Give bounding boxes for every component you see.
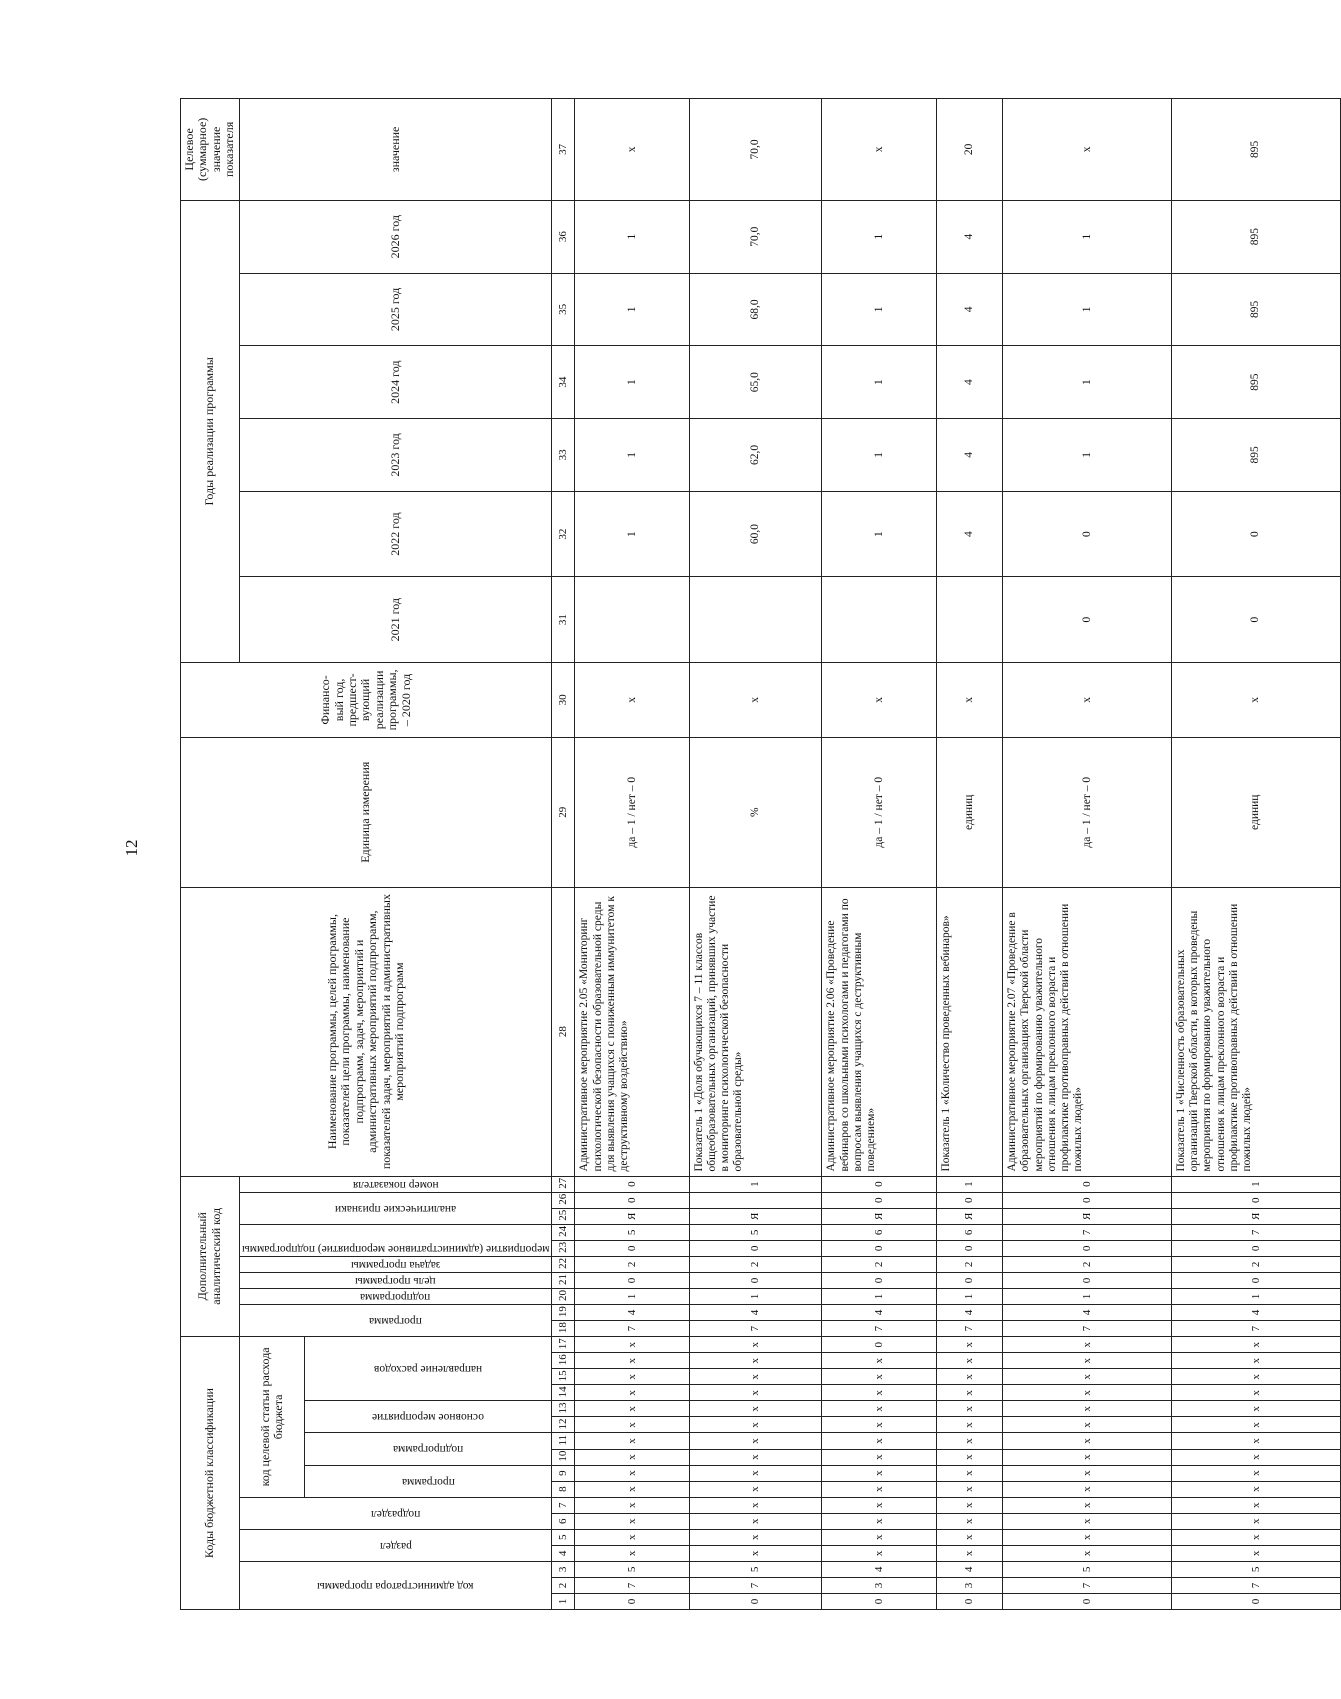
- code-cell: х: [1003, 1353, 1172, 1369]
- code-cell: 0: [822, 1337, 937, 1353]
- code-cell: х: [689, 1513, 822, 1529]
- program-x-header: программа: [369, 1315, 422, 1327]
- column-index-row: [552, 99, 575, 1610]
- code-cell: х: [689, 1369, 822, 1385]
- column-index-cell: 1: [552, 1593, 575, 1609]
- code-cell: Я: [822, 1208, 937, 1224]
- row-y2026-cell: 1: [1003, 200, 1172, 273]
- row-y2026-cell: 1: [575, 200, 690, 273]
- code-cell: 7: [936, 1321, 1002, 1337]
- row-fin-cell: х: [1171, 662, 1340, 737]
- code-cell: 4: [936, 1561, 1002, 1577]
- code-cell: х: [1003, 1449, 1172, 1465]
- code-cell: 0: [1171, 1192, 1340, 1208]
- code-cell: х: [575, 1449, 690, 1465]
- code-cell: х: [575, 1481, 690, 1497]
- row-unit-cell: да – 1 / нет – 0: [575, 737, 690, 887]
- code-cell: 7: [689, 1321, 822, 1337]
- code-cell: 0: [1171, 1593, 1340, 1609]
- code-cell: 3: [822, 1577, 937, 1593]
- code-cell: х: [689, 1353, 822, 1369]
- row-target-cell: х: [822, 99, 937, 201]
- column-index-cell: 28: [552, 887, 575, 1176]
- code-cell: 5: [689, 1224, 822, 1240]
- column-index-cell: 33: [552, 419, 575, 492]
- row-unit-cell: %: [689, 737, 822, 887]
- row-target-cell: 70,0: [689, 99, 822, 201]
- code-cell: х: [1003, 1529, 1172, 1545]
- code-cell: 1: [689, 1288, 822, 1304]
- row-y2025-cell: 895: [1171, 273, 1340, 346]
- code-cell: х: [822, 1481, 937, 1497]
- code-cell: х: [1003, 1513, 1172, 1529]
- code-cell: х: [936, 1465, 1002, 1481]
- row-y2026-cell: 4: [936, 200, 1002, 273]
- row-unit-cell: единиц: [936, 737, 1002, 887]
- code-cell: х: [936, 1449, 1002, 1465]
- row-name-cell: Административное мероприятие 2.05 «Мониторинг психологической безопасности образовательной среды для выявления учащихся с пониженным иммунитетом к деструктивному воздействию»: [575, 887, 690, 1176]
- row-y2026-cell: 895: [1171, 200, 1340, 273]
- row-name-cell: Административное мероприятие 2.07 «Проведение в образовательных организациях Тверской области мероприятий по формированию уважительного отношения к лицам преклонного возраста и профилактике противоправных действий в отношении пожилых людей»: [1003, 887, 1172, 1176]
- code-cell: 2: [822, 1256, 937, 1272]
- code-cell: Я: [1003, 1208, 1172, 1224]
- code-cell: 0: [822, 1272, 937, 1288]
- code-cell: 0: [822, 1176, 937, 1192]
- row-target-cell: х: [1003, 99, 1172, 201]
- code-cell: 0: [1003, 1240, 1172, 1256]
- row-y2026-cell: 70,0: [689, 200, 822, 273]
- row-y2022-cell: 1: [822, 491, 937, 577]
- y2024-header: 2024 год: [239, 346, 552, 419]
- code-cell: 6: [936, 1224, 1002, 1240]
- code-cell: 4: [822, 1561, 937, 1577]
- code-cell: х: [936, 1385, 1002, 1401]
- row-y2022-cell: 4: [936, 491, 1002, 577]
- code-cell: х: [936, 1481, 1002, 1497]
- row-y2023-cell: 1: [1003, 419, 1172, 492]
- code-cell: х: [822, 1433, 937, 1449]
- code-cell: 3: [936, 1577, 1002, 1593]
- code-cell: х: [1003, 1337, 1172, 1353]
- code-cell: х: [1171, 1369, 1340, 1385]
- row-y2022-cell: 60,0: [689, 491, 822, 577]
- row-fin-cell: х: [689, 662, 822, 737]
- row-name-cell: Показатель 1 «Доля обучающихся 7 – 11 классов общеобразовательных организаций, принявших участие в мониторинге психологической безопасности образовательной среды»: [689, 887, 822, 1176]
- code-cell: х: [575, 1433, 690, 1449]
- code-cell: х: [575, 1513, 690, 1529]
- code-cell: х: [575, 1497, 690, 1513]
- code-cell: х: [1003, 1369, 1172, 1385]
- row-y2023-cell: 895: [1171, 419, 1340, 492]
- row-target-cell: 20: [936, 99, 1002, 201]
- target-item-header: код целевой статьи расхода бюджета: [239, 1337, 305, 1498]
- target-header: Целевое (суммарное) значение показателя: [181, 99, 240, 201]
- code-cell: х: [689, 1449, 822, 1465]
- code-cell: 0: [1003, 1192, 1172, 1208]
- code-cell: х: [936, 1337, 1002, 1353]
- column-index-cell: 17: [552, 1337, 575, 1353]
- code-cell: 4: [1171, 1305, 1340, 1321]
- code-cell: 5: [575, 1224, 690, 1240]
- code-cell: х: [1171, 1449, 1340, 1465]
- column-index-cell: 20: [552, 1288, 575, 1304]
- code-cell: 7: [1003, 1224, 1172, 1240]
- main-event-header: основное мероприятие: [372, 1411, 485, 1424]
- table-row: [936, 99, 1002, 1610]
- code-cell: х: [1171, 1337, 1340, 1353]
- column-index-cell: 31: [552, 577, 575, 663]
- code-cell: 0: [936, 1272, 1002, 1288]
- code-cell: 1: [1171, 1176, 1340, 1192]
- code-cell: х: [575, 1529, 690, 1545]
- program-header: программа: [401, 1475, 455, 1488]
- code-cell: 0: [936, 1593, 1002, 1609]
- code-cell: 0: [1171, 1240, 1340, 1256]
- code-cell: 7: [1003, 1577, 1172, 1593]
- column-index-cell: 15: [552, 1369, 575, 1385]
- code-cell: х: [822, 1513, 937, 1529]
- column-index-cell: 4: [552, 1545, 575, 1561]
- code-cell: х: [936, 1545, 1002, 1561]
- row-name-cell: Показатель 1 «Количество проведенных вебинаров»: [936, 887, 1002, 1176]
- code-cell: х: [575, 1337, 690, 1353]
- code-cell: х: [575, 1545, 690, 1561]
- row-target-cell: х: [575, 99, 690, 201]
- code-cell: х: [575, 1369, 690, 1385]
- row-y2025-cell: 1: [1003, 273, 1172, 346]
- code-cell: х: [822, 1529, 937, 1545]
- row-y2022-cell: 0: [1171, 491, 1340, 577]
- code-cell: х: [689, 1337, 822, 1353]
- row-y2025-cell: 1: [822, 273, 937, 346]
- code-cell: х: [822, 1497, 937, 1513]
- row-y2025-cell: 1: [575, 273, 690, 346]
- row-unit-cell: да – 1 / нет – 0: [822, 737, 937, 887]
- row-fin-cell: х: [1003, 662, 1172, 737]
- code-cell: х: [936, 1369, 1002, 1385]
- code-cell: 1: [1003, 1288, 1172, 1304]
- code-cell: х: [689, 1529, 822, 1545]
- code-cell: х: [689, 1385, 822, 1401]
- code-cell: х: [1171, 1545, 1340, 1561]
- code-cell: 0: [822, 1593, 937, 1609]
- table-row: [1171, 99, 1340, 1610]
- row-y2024-cell: 4: [936, 346, 1002, 419]
- row-y2023-cell: 1: [822, 419, 937, 492]
- rotated-page: [180, 98, 1262, 1610]
- row-fin-cell: х: [575, 662, 690, 737]
- code-cell: х: [1003, 1401, 1172, 1417]
- code-cell: х: [936, 1353, 1002, 1369]
- code-cell: х: [1003, 1433, 1172, 1449]
- row-y2023-cell: 62,0: [689, 419, 822, 492]
- code-cell: х: [822, 1369, 937, 1385]
- code-cell: Я: [689, 1208, 822, 1224]
- row-fin-cell: х: [936, 662, 1002, 737]
- budget-table: [180, 98, 1341, 1610]
- code-cell: х: [1171, 1417, 1340, 1433]
- column-index-cell: 32: [552, 491, 575, 577]
- row-y2025-cell: 4: [936, 273, 1002, 346]
- expense-direction-header: направление расходов: [374, 1363, 483, 1376]
- code-cell: 0: [1171, 1272, 1340, 1288]
- code-cell: 4: [575, 1305, 690, 1321]
- code-cell: 0: [1003, 1593, 1172, 1609]
- code-cell: х: [689, 1401, 822, 1417]
- y2026-header: 2026 год: [239, 200, 552, 273]
- code-cell: х: [575, 1465, 690, 1481]
- column-index-cell: 36: [552, 200, 575, 273]
- unit-header: Единица измерения: [181, 737, 552, 887]
- code-cell: х: [575, 1353, 690, 1369]
- y2025-header: 2025 год: [239, 273, 552, 346]
- target-value-header: значение: [239, 99, 552, 201]
- code-cell: 4: [936, 1305, 1002, 1321]
- column-index-cell: 29: [552, 737, 575, 887]
- column-index-cell: 11: [552, 1433, 575, 1449]
- code-cell: х: [1171, 1353, 1340, 1369]
- code-cell: х: [1171, 1433, 1340, 1449]
- code-cell: х: [575, 1401, 690, 1417]
- row-y2026-cell: 1: [822, 200, 937, 273]
- column-index-cell: 37: [552, 99, 575, 201]
- code-cell: х: [1003, 1545, 1172, 1561]
- code-cell: 0: [936, 1240, 1002, 1256]
- column-index-cell: 23: [552, 1240, 575, 1256]
- code-cell: 0: [575, 1240, 690, 1256]
- column-index-cell: 34: [552, 346, 575, 419]
- section-header: раздел: [379, 1539, 412, 1552]
- row-y2023-cell: 4: [936, 419, 1002, 492]
- column-index-cell: 24: [552, 1224, 575, 1240]
- code-cell: 1: [689, 1176, 822, 1192]
- code-cell: х: [1171, 1465, 1340, 1481]
- extra-code-header: Дополнительный аналитический код: [181, 1176, 240, 1337]
- code-cell: х: [822, 1465, 937, 1481]
- code-cell: 2: [1003, 1256, 1172, 1272]
- code-cell: 0: [575, 1272, 690, 1288]
- column-index-cell: 16: [552, 1353, 575, 1369]
- code-cell: [689, 1192, 822, 1208]
- code-cell: 0: [1003, 1176, 1172, 1192]
- code-cell: х: [689, 1481, 822, 1497]
- code-cell: 7: [689, 1577, 822, 1593]
- y2023-header: 2023 год: [239, 419, 552, 492]
- code-cell: 1: [822, 1288, 937, 1304]
- code-cell: 7: [575, 1577, 690, 1593]
- row-y2025-cell: 68,0: [689, 273, 822, 346]
- code-cell: х: [822, 1401, 937, 1417]
- row-name-cell: Показатель 1 «Численность образовательных организаций Тверской области, в которых проведены мероприятия по формированию уважительного отношения к лицам преклонного возраста и профилактике противоправных действий в отношении пожилых людей»: [1171, 887, 1340, 1176]
- row-y2021-cell: 0: [1171, 577, 1340, 663]
- column-index-cell: 27: [552, 1176, 575, 1192]
- column-index-cell: 9: [552, 1465, 575, 1481]
- code-cell: 0: [575, 1176, 690, 1192]
- column-index-cell: 8: [552, 1481, 575, 1497]
- column-index-cell: 18: [552, 1321, 575, 1337]
- column-index-cell: 2: [552, 1577, 575, 1593]
- column-index-cell: 6: [552, 1513, 575, 1529]
- code-cell: 0: [822, 1192, 937, 1208]
- code-cell: 2: [936, 1256, 1002, 1272]
- code-cell: 0: [575, 1192, 690, 1208]
- code-cell: 0: [1003, 1272, 1172, 1288]
- code-cell: 4: [822, 1305, 937, 1321]
- code-cell: Я: [1171, 1208, 1340, 1224]
- column-index-cell: 30: [552, 662, 575, 737]
- table-row: [1003, 99, 1172, 1610]
- row-y2024-cell: 1: [575, 346, 690, 419]
- code-cell: х: [689, 1417, 822, 1433]
- row-unit-cell: да – 1 / нет – 0: [1003, 737, 1172, 887]
- code-cell: х: [689, 1433, 822, 1449]
- column-index-cell: 35: [552, 273, 575, 346]
- row-y2021-cell: [689, 577, 822, 663]
- code-cell: 7: [1171, 1321, 1340, 1337]
- row-y2021-cell: [936, 577, 1002, 663]
- code-cell: 7: [1171, 1577, 1340, 1593]
- code-cell: х: [1003, 1481, 1172, 1497]
- column-index-cell: 14: [552, 1385, 575, 1401]
- row-y2024-cell: 1: [1003, 346, 1172, 419]
- admin-code-header: код администратора программы: [317, 1579, 474, 1592]
- code-cell: 5: [1171, 1561, 1340, 1577]
- column-index-cell: 22: [552, 1256, 575, 1272]
- code-cell: х: [1003, 1385, 1172, 1401]
- code-cell: х: [936, 1529, 1002, 1545]
- code-cell: 2: [1171, 1256, 1340, 1272]
- code-cell: 1: [575, 1288, 690, 1304]
- row-name-cell: Административное мероприятие 2.06 «Проведение вебинаров со школьными психологами и педагогами по вопросам выявления учащихся с деструктивным поведением»: [822, 887, 937, 1176]
- row-y2023-cell: 1: [575, 419, 690, 492]
- code-cell: 4: [689, 1305, 822, 1321]
- code-cell: 0: [936, 1192, 1002, 1208]
- code-cell: х: [1171, 1401, 1340, 1417]
- code-cell: 5: [689, 1561, 822, 1577]
- code-cell: 0: [689, 1593, 822, 1609]
- code-cell: Я: [936, 1208, 1002, 1224]
- name-header: Наименование программы, целей программы, показателей цели программы, наименование подпрограмм, задач, мероприятий и административных мероприятий подпрограмм, показателей задач, мероприятий и административных мероприятий подпрограмм: [181, 887, 552, 1176]
- years-header: Годы реализации программы: [181, 200, 240, 662]
- subsection-header: подраздел: [370, 1507, 421, 1520]
- code-cell: 7: [822, 1321, 937, 1337]
- column-index-cell: 12: [552, 1417, 575, 1433]
- code-cell: 2: [575, 1256, 690, 1272]
- code-cell: х: [936, 1433, 1002, 1449]
- code-cell: х: [1003, 1465, 1172, 1481]
- code-cell: х: [1171, 1481, 1340, 1497]
- code-cell: х: [1171, 1513, 1340, 1529]
- code-cell: х: [936, 1417, 1002, 1433]
- row-y2024-cell: 1: [822, 346, 937, 419]
- code-cell: х: [1171, 1497, 1340, 1513]
- table-body: [575, 99, 1340, 1610]
- code-cell: х: [1003, 1497, 1172, 1513]
- code-cell: 0: [575, 1593, 690, 1609]
- code-cell: х: [575, 1417, 690, 1433]
- code-cell: х: [575, 1385, 690, 1401]
- page-number: 12: [122, 839, 141, 857]
- row-y2022-cell: 0: [1003, 491, 1172, 577]
- code-cell: х: [822, 1353, 937, 1369]
- code-cell: 2: [689, 1256, 822, 1272]
- table-row: [822, 99, 937, 1610]
- code-cell: х: [936, 1401, 1002, 1417]
- subprogram-header: подпрограмма: [393, 1443, 464, 1456]
- budget-codes-header: Коды бюджетной классификации: [181, 1337, 240, 1610]
- code-cell: х: [1003, 1417, 1172, 1433]
- code-cell: 0: [689, 1240, 822, 1256]
- column-index-cell: 19: [552, 1305, 575, 1321]
- code-cell: 1: [1171, 1288, 1340, 1304]
- column-index-cell: 25: [552, 1208, 575, 1224]
- y2021-header: 2021 год: [239, 577, 552, 663]
- analytic-header: аналитические признаки: [334, 1202, 457, 1215]
- code-cell: х: [689, 1545, 822, 1561]
- column-index-cell: 13: [552, 1401, 575, 1417]
- code-cell: 1: [936, 1288, 1002, 1304]
- fin-year-header: Финансо-вый год, предшест-вующий реализации программы, – 2020 год: [181, 662, 552, 737]
- code-cell: 0: [689, 1272, 822, 1288]
- code-cell: х: [1171, 1529, 1340, 1545]
- column-index-cell: 21: [552, 1272, 575, 1288]
- column-index-cell: 3: [552, 1561, 575, 1577]
- row-unit-cell: единиц: [1171, 737, 1340, 887]
- code-cell: х: [936, 1513, 1002, 1529]
- row-y2024-cell: 895: [1171, 346, 1340, 419]
- code-cell: х: [689, 1497, 822, 1513]
- table-row: [575, 99, 690, 1610]
- code-cell: 6: [822, 1224, 937, 1240]
- table-row: [689, 99, 822, 1610]
- goal-header: цель программы: [355, 1274, 436, 1287]
- row-fin-cell: х: [822, 662, 937, 737]
- code-cell: 7: [575, 1321, 690, 1337]
- column-index-cell: 26: [552, 1192, 575, 1208]
- column-index-cell: 7: [552, 1497, 575, 1513]
- indicator-no-header: номер показателя: [352, 1178, 439, 1191]
- code-cell: х: [822, 1385, 937, 1401]
- code-cell: 1: [936, 1176, 1002, 1192]
- code-cell: х: [822, 1417, 937, 1433]
- code-cell: х: [1171, 1385, 1340, 1401]
- column-index-cell: 5: [552, 1529, 575, 1545]
- code-cell: х: [822, 1449, 937, 1465]
- event-admin-header: мероприятие (административное мероприятие) подпрограммы: [241, 1243, 550, 1256]
- row-y2021-cell: [822, 577, 937, 663]
- code-cell: х: [822, 1545, 937, 1561]
- row-y2024-cell: 65,0: [689, 346, 822, 419]
- code-cell: х: [689, 1465, 822, 1481]
- code-cell: х: [936, 1497, 1002, 1513]
- subprogram-x-header: подпрограмма: [360, 1290, 431, 1303]
- row-y2021-cell: [575, 577, 690, 663]
- code-cell: 5: [575, 1561, 690, 1577]
- code-cell: 5: [1003, 1561, 1172, 1577]
- task-header: задача программы: [350, 1258, 441, 1271]
- y2022-header: 2022 год: [239, 491, 552, 577]
- code-cell: 7: [1003, 1321, 1172, 1337]
- column-index-cell: 10: [552, 1449, 575, 1465]
- row-y2021-cell: 0: [1003, 577, 1172, 663]
- code-cell: Я: [575, 1208, 690, 1224]
- code-cell: 0: [822, 1240, 937, 1256]
- row-y2022-cell: 1: [575, 491, 690, 577]
- row-target-cell: 895: [1171, 99, 1340, 201]
- code-cell: 4: [1003, 1305, 1172, 1321]
- code-cell: 7: [1171, 1224, 1340, 1240]
